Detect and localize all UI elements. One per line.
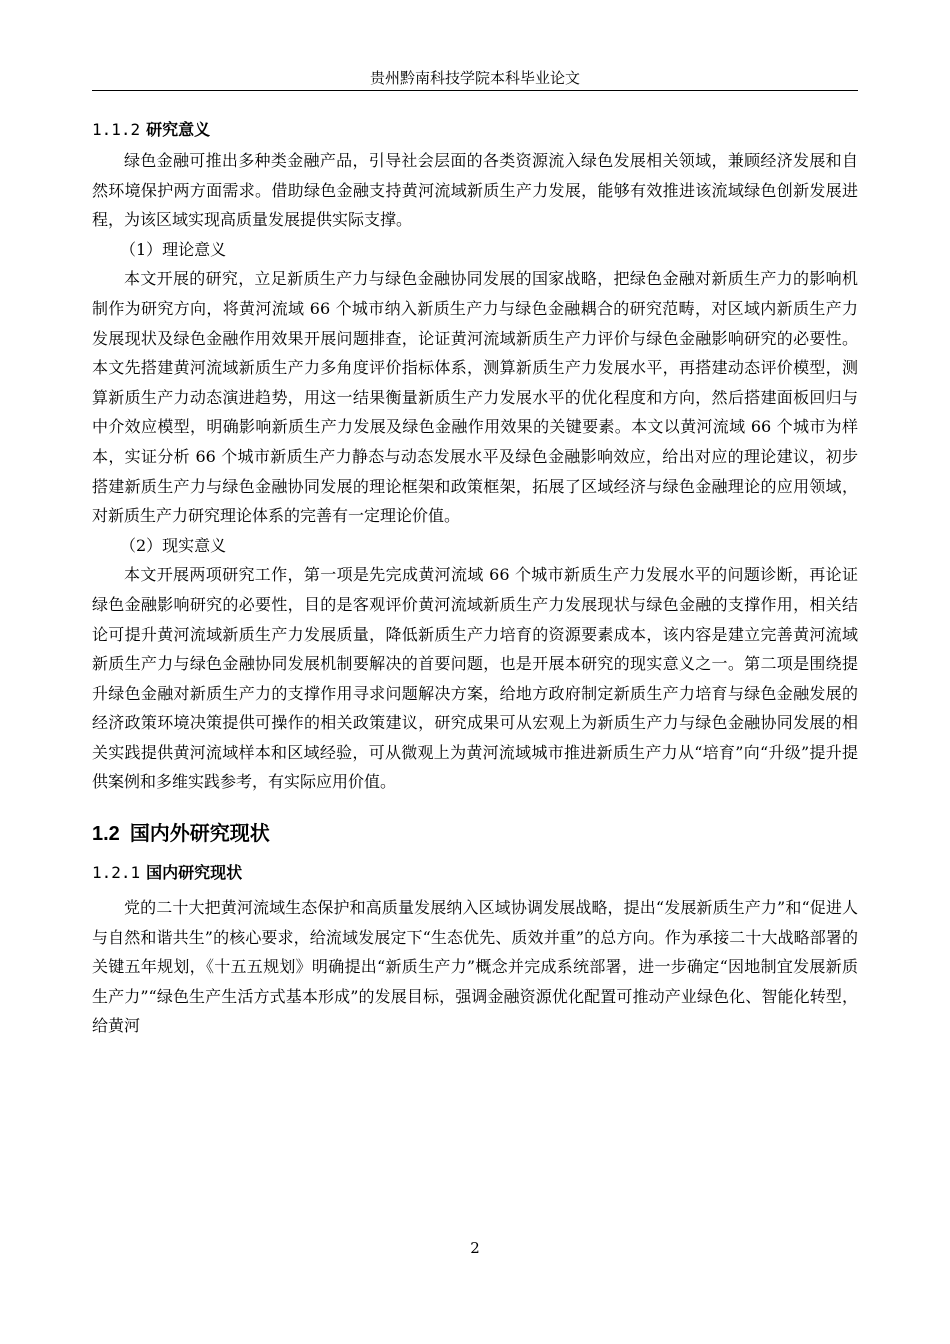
paragraph-theory-significance: 本文开展的研究，立足新质生产力与绿色金融协同发展的国家战略，把绿色金融对新质生产力的影响机制作为研究方向，将黄河流域 66 个城市纳入新质生产力与绿色金融耦合的研究范畴，对区域内新质生产力发展现状及绿色金融作用效果开展问题排查，论证黄河流域新质生产力评价与绿色金融影响研究的必要性。本文先搭建黄河流域新质生产力多角度评价指标体系，测算新质生产力发展水平，再搭建动态评价模型，测算新质生产力动态演进趋势，用这一结果衡量新质生产力发展水平的优化程度和方向，然后搭建面板回归与中介效应模型，明确影响新质生产力发展及绿色金融作用效果的关键要素。本文以黄河流域 66 个城市为样本，实证分析 66 个城市新质生产力静态与动态发展水平及绿色金融影响效应，给出对应的理论建议，初步搭建新质生产力与绿色金融协同发展的理论框架和政策框架，拓展了区域经济与绿色金融理论的应用领域，对新质生产力研究理论体系的完善有一定理论价值。 [92, 269, 858, 526]
page-number: 2 [470, 1239, 480, 1257]
subsection-heading-1-1-2 [92, 116, 858, 144]
practice-significance-label: （2）现实意义 [120, 535, 227, 555]
paragraph-practice-significance: 本文开展两项研究工作，第一项是先完成黄河流域 66 个城市新质生产力发展水平的问题诊断，再论证绿色金融影响研究的必要性，目的是客观评价黄河流域新质生产力发展现状与绿色金融的支撑作用，相关结论可提升黄河流域新质生产力发展质量，降低新质生产力培育的资源要素成本，该内容是建立完善黄河流域新质生产力与绿色金融协同发展机制要解决的首要问题，也是开展本研究的现实意义之一。第二项是围绕提升绿色金融对新质生产力的支撑作用寻求问题解决方案，给地方政府制定新质生产力培育与绿色金融发展的经济政策环境决策提供可操作的相关政策建议，研究成果可从宏观上为新质生产力与绿色金融协同发展的相关实践提供黄河流域样本和区域经验，可从微观上为黄河流域城市推进新质生产力从“培育”向“升级”提升提供案例和多维实践参考，有实际应用价值。 [92, 565, 858, 792]
paragraph-research-significance-intro: 绿色金融可推出多种类金融产品，引导社会层面的各类资源流入绿色发展相关领域，兼顾经济发展和自然环境保护两方面需求。借助绿色金融支持黄河流域新质生产力发展，能够有效推进该流域绿色创新发展进程，为该区域实现高质量发展提供实际支撑。 [92, 151, 858, 230]
subsection-heading-1-2-1 [92, 859, 858, 887]
document-body [92, 116, 858, 1041]
section-number: 1.2 [92, 823, 120, 846]
subsection-number: 1.2.1 [92, 863, 141, 883]
paragraph-domestic-research: 党的二十大把黄河流域生态保护和高质量发展纳入区域协调发展战略，提出“发展新质生产力”和“促进人与自然和谐共生”的核心要求，给流域发展定下“生态优先、质效并重”的总方向。作为承接二十大战略部署的关键五年规划，《十五五规划》明确提出“新质生产力”概念并完成系统部署，进一步确定“因地制宜发展新质生产力”“绿色生产生活方式基本形成”的发展目标，强调金融资源优化配置可推动产业绿色化、智能化转型，给黄河 [92, 898, 858, 1036]
section-title: 国内外研究现状 [129, 823, 270, 846]
subsection-title: 研究意义 [146, 120, 211, 139]
page-header [92, 68, 858, 91]
section-heading-1-2 [92, 819, 858, 849]
subsection-title: 国内研究现状 [146, 863, 243, 883]
theory-significance-label: （1）理论意义 [120, 239, 227, 259]
subsection-number: 1.1.2 [92, 120, 141, 139]
header-title: 贵州黔南科技学院本科毕业论文 [369, 69, 580, 87]
